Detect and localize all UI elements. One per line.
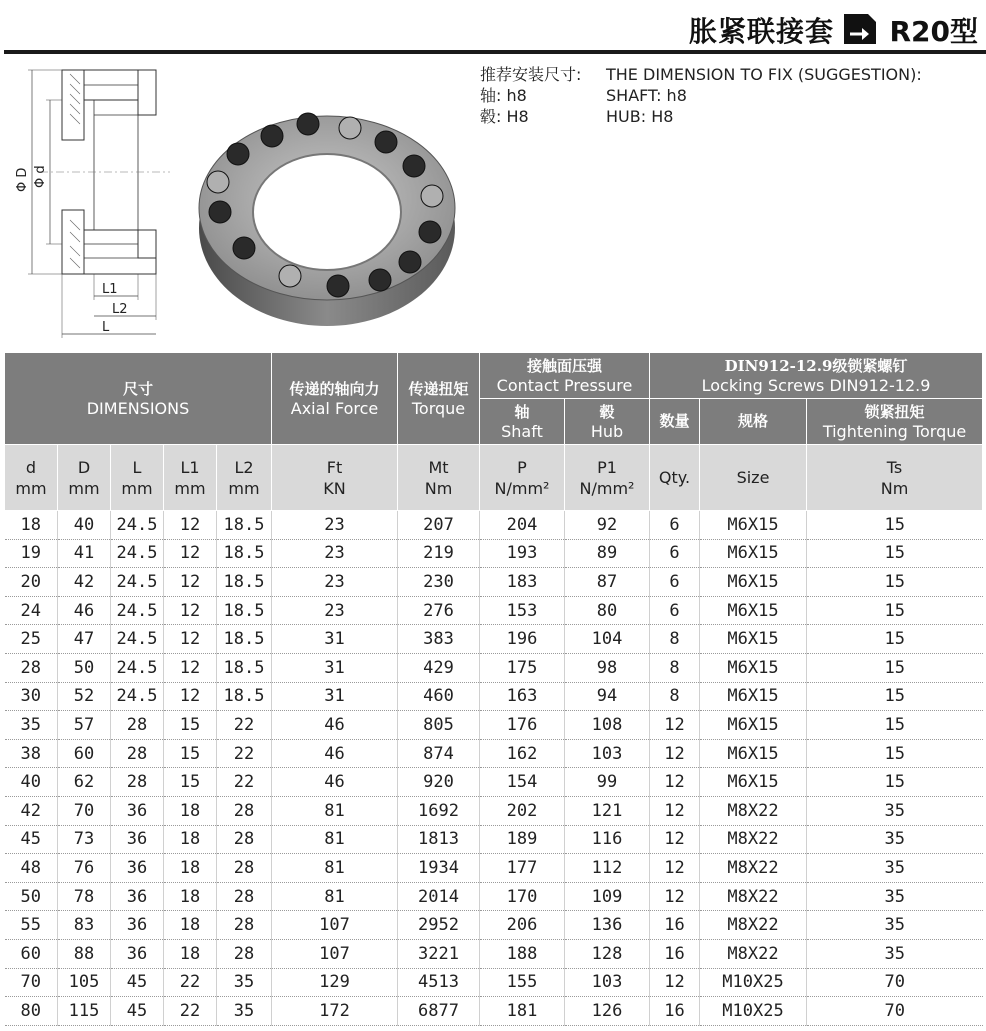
table-cell: 6877	[398, 997, 480, 1026]
arrow-box-icon	[842, 12, 878, 46]
table-cell: 38	[5, 739, 58, 768]
table-cell: M6X15	[700, 539, 807, 568]
table-cell: 55	[5, 911, 58, 940]
table-cell: 24.5	[111, 539, 164, 568]
table-cell: 170	[480, 882, 565, 911]
table-cell: 45	[111, 997, 164, 1026]
table-cell: 41	[58, 539, 111, 568]
table-cell: 121	[565, 796, 650, 825]
table-cell: M8X22	[700, 825, 807, 854]
table-row	[5, 539, 983, 568]
table-cell: 12	[164, 539, 217, 568]
table-cell: 36	[111, 882, 164, 911]
table-cell: 81	[272, 796, 398, 825]
table-cell: 28	[217, 911, 272, 940]
table-cell: 103	[565, 968, 650, 997]
table-row	[5, 625, 983, 654]
table-cell: 18	[164, 854, 217, 883]
table-cell: 12	[650, 768, 700, 797]
table-cell: 83	[58, 911, 111, 940]
table-cell: 40	[5, 768, 58, 797]
table-cell: 4513	[398, 968, 480, 997]
table-cell: 202	[480, 796, 565, 825]
l2-label: L2	[112, 302, 128, 317]
unit-header-cell: P1 N/mm²	[565, 445, 650, 511]
table-cell: 28	[111, 739, 164, 768]
table-cell: 8	[650, 682, 700, 711]
table-cell: 12	[164, 653, 217, 682]
table-cell: 6	[650, 539, 700, 568]
table-cell: 18.5	[217, 539, 272, 568]
table-cell: M6X15	[700, 568, 807, 597]
units-row	[5, 445, 983, 511]
table-cell: M6X15	[700, 596, 807, 625]
table-cell: 12	[650, 968, 700, 997]
table-cell: 12	[164, 568, 217, 597]
table-cell: M6X15	[700, 682, 807, 711]
table-cell: 16	[650, 911, 700, 940]
table-cell: 15	[807, 539, 983, 568]
table-cell: 6	[650, 511, 700, 540]
table-cell: 383	[398, 625, 480, 654]
cross-section-drawing	[10, 60, 200, 345]
table-cell: 874	[398, 739, 480, 768]
table-cell: 92	[565, 511, 650, 540]
table-cell: 80	[565, 596, 650, 625]
table-cell: 12	[650, 739, 700, 768]
table-cell: 24.5	[111, 653, 164, 682]
table-cell: 45	[5, 825, 58, 854]
table-cell: M6X15	[700, 625, 807, 654]
axial-force-header: 传递的轴向力 Axial Force	[272, 353, 398, 445]
table-cell: 28	[111, 768, 164, 797]
table-cell: 15	[807, 625, 983, 654]
table-cell: 89	[565, 539, 650, 568]
table-cell: 105	[58, 968, 111, 997]
table-cell: 30	[5, 682, 58, 711]
table-cell: M8X22	[700, 796, 807, 825]
table-cell: 2952	[398, 911, 480, 940]
table-cell: 196	[480, 625, 565, 654]
table-row	[5, 682, 983, 711]
table-cell: 128	[565, 939, 650, 968]
table-cell: 15	[164, 711, 217, 740]
table-cell: 15	[807, 739, 983, 768]
table-cell: 28	[217, 796, 272, 825]
table-cell: 116	[565, 825, 650, 854]
table-cell: 22	[164, 968, 217, 997]
tightening-torque-header: 锁紧扭矩 Tightening Torque	[807, 399, 983, 445]
table-cell: 81	[272, 882, 398, 911]
table-cell: 193	[480, 539, 565, 568]
table-cell: 230	[398, 568, 480, 597]
table-cell: 15	[807, 711, 983, 740]
table-cell: 18.5	[217, 625, 272, 654]
size-header: 规格	[700, 399, 807, 445]
table-body	[5, 511, 983, 1026]
table-cell: 107	[272, 911, 398, 940]
table-cell: 172	[272, 997, 398, 1026]
table-cell: 46	[58, 596, 111, 625]
table-cell: 28	[217, 825, 272, 854]
product-photo	[190, 108, 465, 328]
table-cell: 24.5	[111, 568, 164, 597]
table-cell: 28	[217, 854, 272, 883]
table-cell: M8X22	[700, 882, 807, 911]
table-cell: 136	[565, 911, 650, 940]
table-row	[5, 825, 983, 854]
title-bar	[0, 0, 986, 56]
table-cell: 12	[164, 682, 217, 711]
table-cell: 15	[807, 511, 983, 540]
table-cell: 28	[217, 882, 272, 911]
table-cell: 81	[272, 825, 398, 854]
table-cell: 46	[272, 739, 398, 768]
table-row	[5, 711, 983, 740]
table-cell: 175	[480, 653, 565, 682]
title-divider	[4, 50, 986, 54]
table-cell: M10X25	[700, 968, 807, 997]
table-cell: 153	[480, 596, 565, 625]
table-cell: 35	[5, 711, 58, 740]
table-cell: 12	[164, 511, 217, 540]
table-cell: 18	[164, 882, 217, 911]
table-cell: 24	[5, 596, 58, 625]
table-cell: 24.5	[111, 682, 164, 711]
table-cell: 108	[565, 711, 650, 740]
table-cell: 12	[650, 796, 700, 825]
table-cell: 12	[650, 711, 700, 740]
table-cell: 94	[565, 682, 650, 711]
table-cell: 78	[58, 882, 111, 911]
table-cell: 18.5	[217, 653, 272, 682]
table-cell: 1813	[398, 825, 480, 854]
quantity-header: 数量	[650, 399, 700, 445]
table-cell: M10X25	[700, 997, 807, 1026]
table-cell: 16	[650, 939, 700, 968]
unit-header-cell: L2 mm	[217, 445, 272, 511]
table-cell: 48	[5, 854, 58, 883]
table-cell: 62	[58, 768, 111, 797]
table-cell: 189	[480, 825, 565, 854]
table-cell: 163	[480, 682, 565, 711]
table-row	[5, 968, 983, 997]
table-cell: 107	[272, 939, 398, 968]
table-cell: 3221	[398, 939, 480, 968]
table-cell: 129	[272, 968, 398, 997]
table-cell: 2014	[398, 882, 480, 911]
table-cell: 176	[480, 711, 565, 740]
table-cell: 46	[272, 768, 398, 797]
table-cell: 18.5	[217, 596, 272, 625]
shaft-pressure-header: 轴 Shaft	[480, 399, 565, 445]
table-cell: 429	[398, 653, 480, 682]
table-cell: 35	[807, 825, 983, 854]
table-cell: 19	[5, 539, 58, 568]
table-cell: 18	[5, 511, 58, 540]
table-cell: 98	[565, 653, 650, 682]
table-cell: 162	[480, 739, 565, 768]
table-cell: 23	[272, 568, 398, 597]
table-cell: 115	[58, 997, 111, 1026]
table-cell: 6	[650, 596, 700, 625]
table-cell: 35	[807, 796, 983, 825]
table-cell: 31	[272, 653, 398, 682]
table-cell: 8	[650, 625, 700, 654]
outer-diameter-label: Φ D	[15, 167, 30, 192]
table-cell: 40	[58, 511, 111, 540]
hub-tolerance-cn: 毂: H8	[480, 107, 529, 126]
table-cell: 154	[480, 768, 565, 797]
table-cell: 15	[164, 739, 217, 768]
table-cell: 57	[58, 711, 111, 740]
table-row	[5, 911, 983, 940]
table-cell: 204	[480, 511, 565, 540]
table-cell: 15	[807, 682, 983, 711]
locking-screws-header: DIN912-12.9级锁紧螺钉 Locking Screws DIN912-12.9	[650, 353, 983, 399]
unit-header-cell: d mm	[5, 445, 58, 511]
table-cell: 12	[650, 882, 700, 911]
unit-header-cell: Mt Nm	[398, 445, 480, 511]
table-row	[5, 997, 983, 1026]
table-cell: 60	[5, 939, 58, 968]
table-cell: 60	[58, 739, 111, 768]
table-cell: 15	[807, 768, 983, 797]
table-cell: 18	[164, 911, 217, 940]
table-row	[5, 596, 983, 625]
table-cell: 12	[164, 596, 217, 625]
table-cell: 25	[5, 625, 58, 654]
table-cell: 183	[480, 568, 565, 597]
table-cell: 155	[480, 968, 565, 997]
dimensions-header: 尺寸 DIMENSIONS	[5, 353, 272, 445]
table-row	[5, 854, 983, 883]
table-cell: 16	[650, 997, 700, 1026]
table-row	[5, 882, 983, 911]
table-cell: 31	[272, 682, 398, 711]
table-cell: M6X15	[700, 739, 807, 768]
shaft-tolerance-cn: 轴: h8	[480, 86, 527, 105]
unit-header-cell: Ts Nm	[807, 445, 983, 511]
table-cell: 126	[565, 997, 650, 1026]
unit-header-cell: L mm	[111, 445, 164, 511]
table-cell: 15	[807, 596, 983, 625]
table-cell: 8	[650, 653, 700, 682]
table-cell: 81	[272, 854, 398, 883]
table-cell: 22	[217, 739, 272, 768]
table-cell: 28	[5, 653, 58, 682]
inner-diameter-label: Φ d	[33, 165, 48, 188]
table-cell: 88	[58, 939, 111, 968]
table-row	[5, 796, 983, 825]
table-cell: 35	[217, 997, 272, 1026]
table-row	[5, 511, 983, 540]
table-cell: 36	[111, 854, 164, 883]
table-cell: 805	[398, 711, 480, 740]
table-cell: 12	[164, 625, 217, 654]
l-label: L	[102, 320, 110, 335]
table-cell: 36	[111, 825, 164, 854]
unit-header-cell: L1 mm	[164, 445, 217, 511]
table-cell: 42	[58, 568, 111, 597]
table-cell: 87	[565, 568, 650, 597]
fit-specification	[480, 64, 922, 127]
table-cell: M6X15	[700, 711, 807, 740]
table-cell: 18.5	[217, 682, 272, 711]
table-cell: 276	[398, 596, 480, 625]
table-cell: 103	[565, 739, 650, 768]
table-cell: 73	[58, 825, 111, 854]
table-cell: M6X15	[700, 768, 807, 797]
unit-header-cell: D mm	[58, 445, 111, 511]
table-cell: 188	[480, 939, 565, 968]
table-cell: M8X22	[700, 854, 807, 883]
table-cell: 12	[650, 825, 700, 854]
table-cell: 23	[272, 511, 398, 540]
table-cell: 1692	[398, 796, 480, 825]
table-cell: 24.5	[111, 625, 164, 654]
l1-label: L1	[102, 282, 118, 297]
hub-tolerance-en: HUB: H8	[606, 107, 674, 126]
table-cell: 18	[164, 825, 217, 854]
table-cell: 20	[5, 568, 58, 597]
table-row	[5, 739, 983, 768]
table-cell: 207	[398, 511, 480, 540]
table-row	[5, 568, 983, 597]
table-cell: 460	[398, 682, 480, 711]
table-cell: 45	[111, 968, 164, 997]
table-cell: 18	[164, 939, 217, 968]
unit-header-cell: Qty.	[650, 445, 700, 511]
table-cell: 22	[217, 711, 272, 740]
table-cell: 46	[272, 711, 398, 740]
table-cell: 47	[58, 625, 111, 654]
table-cell: 18	[164, 796, 217, 825]
table-cell: 112	[565, 854, 650, 883]
table-row	[5, 768, 983, 797]
table-cell: 50	[5, 882, 58, 911]
table-cell: 12	[650, 854, 700, 883]
hub-pressure-header: 毂 Hub	[565, 399, 650, 445]
table-cell: 219	[398, 539, 480, 568]
table-cell: 80	[5, 997, 58, 1026]
table-cell: 23	[272, 539, 398, 568]
table-cell: 23	[272, 596, 398, 625]
table-cell: 18.5	[217, 511, 272, 540]
table-cell: 35	[807, 854, 983, 883]
table-cell: 70	[807, 997, 983, 1026]
table-cell: 22	[217, 768, 272, 797]
table-cell: 177	[480, 854, 565, 883]
table-cell: 206	[480, 911, 565, 940]
table-cell: 35	[807, 882, 983, 911]
table-cell: M8X22	[700, 911, 807, 940]
table-cell: 1934	[398, 854, 480, 883]
table-cell: 22	[164, 997, 217, 1026]
table-cell: 35	[217, 968, 272, 997]
table-row	[5, 653, 983, 682]
table-cell: 36	[111, 796, 164, 825]
table-cell: 18.5	[217, 568, 272, 597]
table-cell: 52	[58, 682, 111, 711]
table-cell: M6X15	[700, 511, 807, 540]
table-cell: 50	[58, 653, 111, 682]
table-cell: 24.5	[111, 511, 164, 540]
table-cell: 70	[5, 968, 58, 997]
table-cell: 15	[807, 568, 983, 597]
table-cell: 24.5	[111, 596, 164, 625]
table-cell: 70	[807, 968, 983, 997]
unit-header-cell: Size	[700, 445, 807, 511]
unit-header-cell: Ft KN	[272, 445, 398, 511]
shaft-tolerance-en: SHAFT: h8	[606, 86, 687, 105]
table-cell: 35	[807, 911, 983, 940]
table-cell: M8X22	[700, 939, 807, 968]
table-cell: 104	[565, 625, 650, 654]
table-cell: 15	[164, 768, 217, 797]
table-cell: 99	[565, 768, 650, 797]
unit-header-cell: P N/mm²	[480, 445, 565, 511]
contact-pressure-header: 接触面压强 Contact Pressure	[480, 353, 650, 399]
table-cell: 28	[111, 711, 164, 740]
table-cell: 35	[807, 939, 983, 968]
table-cell: 36	[111, 911, 164, 940]
torque-header: 传递扭矩 Torque	[398, 353, 480, 445]
table-cell: 76	[58, 854, 111, 883]
specification-table	[4, 352, 983, 1026]
table-cell: 28	[217, 939, 272, 968]
table-cell: 181	[480, 997, 565, 1026]
table-cell: 31	[272, 625, 398, 654]
model-name: R20型	[889, 15, 978, 48]
table-cell: 109	[565, 882, 650, 911]
table-cell: 15	[807, 653, 983, 682]
table-cell: M6X15	[700, 653, 807, 682]
table-cell: 36	[111, 939, 164, 968]
fit-label-cn: 推荐安装尺寸:	[480, 65, 582, 84]
table-cell: 6	[650, 568, 700, 597]
table-row	[5, 939, 983, 968]
table-cell: 70	[58, 796, 111, 825]
table-cell: 920	[398, 768, 480, 797]
page-title: 胀紧联接套	[688, 15, 834, 48]
table-cell: 42	[5, 796, 58, 825]
fit-label-en: THE DIMENSION TO FIX (SUGGESTION):	[606, 65, 922, 84]
